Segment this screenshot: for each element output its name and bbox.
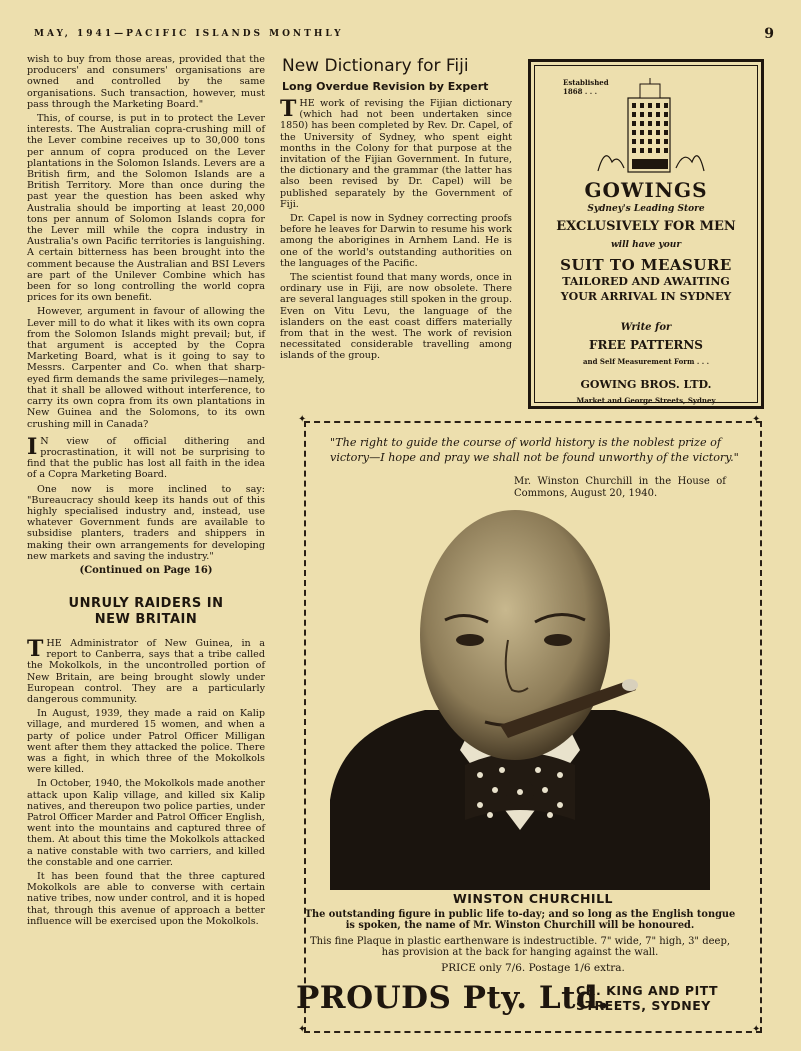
portrait-caption-tribute: The outstanding figure in public life to-day; and so long as the English tongue is spoken, the name of Mr. Winston Churchill will be honoured.	[304, 909, 736, 931]
prouds-address	[576, 983, 718, 1013]
plaque-description: This fine Plaque in plastic earthenware is indestructible. 7" wide, 7" high, 3" deep, has provision at the back for hanging against the wall.	[309, 936, 731, 958]
article-paragraph: However, argument in favour of allowing the Lever mill to do what it likes with its own copra from the Solomon Islands might prevail; but, if that argument is accepted by the Copra Marketing Board, what is it going to say to Messrs. Carpenter and Co. when that sharp-eyed firm demands the same privileges—namely, that it shall be allowed without interference, to carry its own copra from its own plantations in New Guinea and the Solomons, to its own crushing mill in Canada?	[27, 306, 265, 430]
article-headline: New Dictionary for Fiji	[282, 56, 469, 76]
paragraph-text: HE Administrator of New Guinea, in a report to Canberra, says that a tribe called the Mokolkols, in the uncontrolled portion of New Britain, are being brought slowly under European control. They are a particularly dangerous community.	[27, 637, 265, 705]
continued-note: (Continued on Page 16)	[79, 564, 213, 576]
prouds-company-name: PROUDS Pty. Ltd.	[296, 980, 610, 1016]
article-paragraph: In October, 1940, the Mokolkols made another attack upon Kalip village, and killed six Kalip natives, and thereupon two police parties, under Patrol Officer Marder and Patrol Officer English, went into the mountains and captured three of them. At about this time the Mokolkols attacked a native constable with two carriers, and killed the constable and one carrier.	[27, 778, 265, 868]
exclusive-line: EXCLUSIVELY FOR MEN	[556, 219, 736, 234]
article-paragraph: Dr. Capel is now in Sydney correcting proofs before he leaves for Darwin to resume his work among the aborigines in Arnhem Land. He is one of the world's outstanding authorities on the languages of the Pacific.	[280, 213, 512, 269]
gowings-advertisement	[528, 59, 764, 409]
churchill-plaque-portrait	[330, 500, 710, 890]
drop-cap: T	[27, 635, 44, 662]
gowings-address: Market and George Streets, Sydney	[576, 396, 716, 405]
paragraph-text: N view of official dithering and procrastination, it will not be surprising to find that the public has lost all faith in the idea of a Copra Marketing Board.	[27, 435, 265, 481]
arrival-line: YOUR ARRIVAL IN SYDNEY	[560, 290, 732, 303]
drop-cap: I	[27, 433, 38, 460]
article-paragraph: The scientist found that many words, once in ordinary use in Fiji, are now obsolete. There are several languages still spoken in the group. Even on Vitu Levu, the language of the islanders on the east coast differs materially from that in the west. The work of revision necessitated considerable travelling among islands of the group.	[280, 272, 512, 362]
store-building-illustration	[590, 76, 710, 176]
running-header: MAY, 1941—PACIFIC ISLANDS MONTHLY	[34, 29, 344, 39]
will-have-line: will have your	[610, 240, 682, 250]
article-paragraph: It has been found that the three captured Mokolkols are able to converse with certain native tribes, now under control, and it is hoped that, through this avenue of approach a better influence will be exercised upon the Mokolkols.	[27, 871, 265, 927]
article-subheadline: Long Overdue Revision by Expert	[282, 80, 489, 93]
plaque-price: PRICE only 7/6. Postage 1/6 extra.	[441, 962, 625, 974]
gowings-tagline: Sydney's Leading Store	[587, 204, 705, 214]
corner-ornament: ✦	[298, 1024, 307, 1035]
ad-inner-frame	[534, 65, 758, 403]
gowing-bros: GOWING BROS. LTD.	[580, 378, 712, 391]
corner-ornament: ✦	[752, 414, 761, 425]
raiders-headline: UNRULY RAIDERS IN NEW BRITAIN	[68, 595, 224, 627]
article-paragraph: This, of course, is put in to protect the Lever interests. The Australian copra-crushing mill of the Lever combine receives up to 30,000 tons per annum of copra produced on the Lever plantations in the Solomon Islands. Levers are a British firm, and the Solomon Islands are a British Territory. More than once during the past year the question has been asked why Australia should be importing at least 20,000 tons per annum of Solomon Islands copra for the Lever mill while the copra industry in Australia's own Pacific territories is languishing. A certain bitterness has been brought into the comment because the Australian and BSI Levers are part of the Unilever Combine which has been for so long controlling the world copra prices for its own benefit.	[27, 113, 265, 304]
drop-cap: T	[280, 96, 297, 122]
corner-ornament: ✦	[752, 1024, 761, 1035]
article-paragraph: One now is more inclined to say: "Bureaucracy should keep its hands out of this highly specialised industry and, instead, use whatever Government funds are available to subsidise planters, traders and shippers in making their own arrangements for developing new markets and saving the industry."	[27, 483, 265, 562]
paragraph-text: HE work of revising the Fijian dictionary (which had not been undertaken since 1850) has been completed by Rev. Dr. Capel, of the University of Sydney, who spent eight months in the Colony for that purpose at the invitation of the Fijian Government. In future, the dictionary and the grammar (the latter has also been revised by Dr. Capel) will be published separately by the Government of Fiji.	[280, 98, 512, 210]
suit-to-measure: SUIT TO MEASURE	[560, 256, 732, 274]
gowings-name: GOWINGS	[584, 178, 708, 202]
middle-column	[280, 56, 512, 365]
prouds-address-line: STREETS, SYDNEY	[576, 998, 711, 1013]
corner-ornament: ✦	[298, 414, 307, 425]
free-patterns: FREE PATTERNS	[589, 338, 703, 352]
quote-attribution: Mr. Winston Churchill in the House of Commons, August 20, 1940.	[514, 476, 726, 499]
article-paragraph	[27, 433, 265, 481]
article-paragraph	[27, 635, 265, 705]
tailored-line: TAILORED AND AWAITING	[562, 275, 730, 288]
article-paragraph: In August, 1939, they made a raid on Kalip village, and murdered 15 women, and when a party of police under Patrol Officer Milligan went after them they attacked the police. There was a fight, in which three of the Mokolkols were killed.	[27, 708, 265, 776]
portrait-caption-name: WINSTON CHURCHILL	[453, 891, 613, 906]
churchill-quote: "The right to guide the course of world history is the noblest prize of victory—I hope and pray we shall not be found unworthy of the victory."	[330, 436, 739, 464]
left-column	[27, 54, 265, 930]
page-number: 9	[764, 26, 774, 42]
established-label: Established	[563, 78, 609, 87]
prouds-address-line: CR. KING AND PITT	[576, 983, 719, 998]
write-for-line: Write for	[620, 322, 672, 333]
established-year: 1868 . . .	[563, 87, 598, 96]
page-header	[34, 26, 774, 46]
self-measurement-line: and Self Measurement Form . . .	[582, 357, 710, 366]
article-paragraph: wish to buy from those areas, provided that the producers' and consumers' organisations are owned and controlled by the same organisations. Such transaction, however, must pass through the Marketing Board."	[27, 54, 265, 110]
article-paragraph	[280, 98, 512, 210]
